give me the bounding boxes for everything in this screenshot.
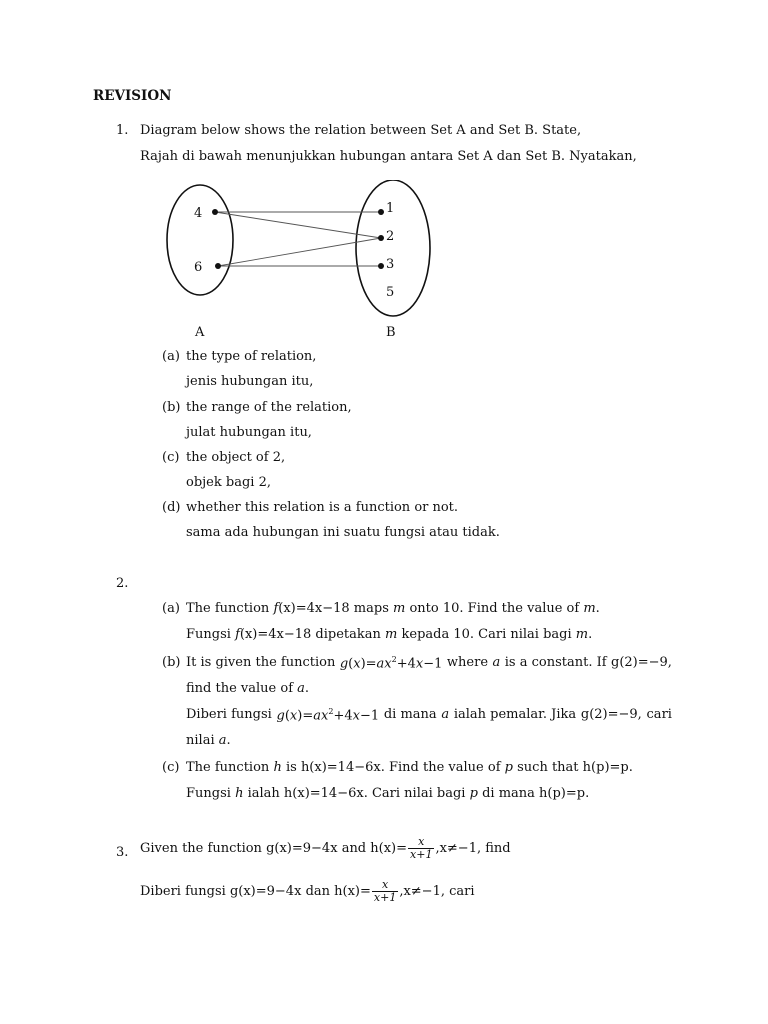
q2-part-a-ms: Fungsi f(x)=4x−18 dipetakan m kepada 10. Cari nilai bagi m.	[186, 627, 593, 642]
q1-part-b-ms: julat hubungan itu,	[186, 425, 312, 440]
q2-part-c-en: The function h is h(x)=14−6x. Find the value of p such that h(p)=p.	[186, 760, 633, 775]
q2-part-a-en: The function f(x)=4x−18 maps m onto 10. Find the value of m.	[186, 601, 600, 616]
q2-part-b-label: (b)	[162, 655, 181, 670]
set-b-element-5: 5	[386, 285, 395, 300]
q1-part-a-en: the type of relation,	[186, 349, 317, 364]
q2-number: 2.	[116, 576, 129, 591]
q3-number: 3.	[116, 845, 129, 860]
q1-number: 1.	[116, 123, 129, 138]
fraction-x-over-x-plus-1: $\frac{x}{x+1}$	[373, 878, 397, 904]
set-a-element-4: 4	[194, 206, 203, 221]
q2-part-a-label: (a)	[162, 601, 180, 616]
q2-part-c-label: (c)	[162, 760, 180, 775]
q2-part-c-ms: Fungsi h ialah h(x)=14−6x. Cari nilai bagi p di mana h(p)=p.	[186, 786, 590, 801]
q1-part-c-label: (c)	[162, 450, 180, 465]
relation-arrow-diagram	[150, 180, 450, 350]
q2-part-b-ms-line2: nilai a.	[186, 733, 231, 748]
set-b-dot-2	[378, 235, 384, 241]
set-b-element-3: 3	[386, 257, 395, 272]
set-b-element-1: 1	[386, 201, 395, 216]
q1-part-d-label: (d)	[162, 500, 181, 515]
q1-text-ms: Rajah di bawah menunjukkan hubungan antara Set A dan Set B. Nyatakan,	[140, 149, 637, 164]
q1-part-a-ms: jenis hubungan itu,	[186, 374, 314, 389]
set-a-element-6: 6	[194, 260, 203, 275]
q1-part-d-ms: sama ada hubungan ini suatu fungsi atau tidak.	[186, 525, 500, 540]
fraction-x-over-x-plus-1: $\frac{x}{x+1}$	[410, 835, 433, 861]
q3-text-en: Given the function g(x)=9−4x and h(x)= $\frac{x}{x+1}$ ,x≠−1, find	[140, 835, 511, 861]
set-a-dot-4	[212, 209, 218, 215]
q2-part-b-ms-line1: Diberi fungsi $g(x)=ax^2+4x-1$ di mana a ialah pemalar. Jika g(2)=−9, cari	[186, 707, 672, 724]
set-a-ellipse	[167, 185, 233, 295]
q1-part-b-label: (b)	[162, 400, 181, 415]
mapping-line-4-to-2	[215, 212, 381, 238]
q1-part-c-en: the object of 2,	[186, 450, 286, 465]
set-a-label: A	[195, 325, 205, 340]
q1-part-c-ms: objek bagi 2,	[186, 475, 271, 490]
set-b-dot-1	[378, 209, 384, 215]
set-a-dot-6	[215, 263, 221, 269]
q2-part-b-en-line1: It is given the function $g(x)=ax^2+4x-1$ where a is a constant. If g(2)=−9,	[186, 655, 672, 672]
set-b-dot-3	[378, 263, 384, 269]
q1-part-d-en: whether this relation is a function or not.	[186, 500, 459, 515]
q2-part-b-en-line2: find the value of a.	[186, 681, 310, 696]
q3-text-ms: Diberi fungsi g(x)=9−4x dan h(x)= $\frac{x}{x+1}$ ,x≠−1, cari	[140, 878, 475, 904]
q1-text-en: Diagram below shows the relation between Set A and Set B. State,	[140, 123, 582, 138]
set-b-element-2: 2	[386, 229, 395, 244]
document-heading: REVISION	[93, 88, 172, 104]
set-b-label: B	[386, 325, 396, 340]
q1-part-a-label: (a)	[162, 349, 180, 364]
q1-part-b-en: the range of the relation,	[186, 400, 352, 415]
